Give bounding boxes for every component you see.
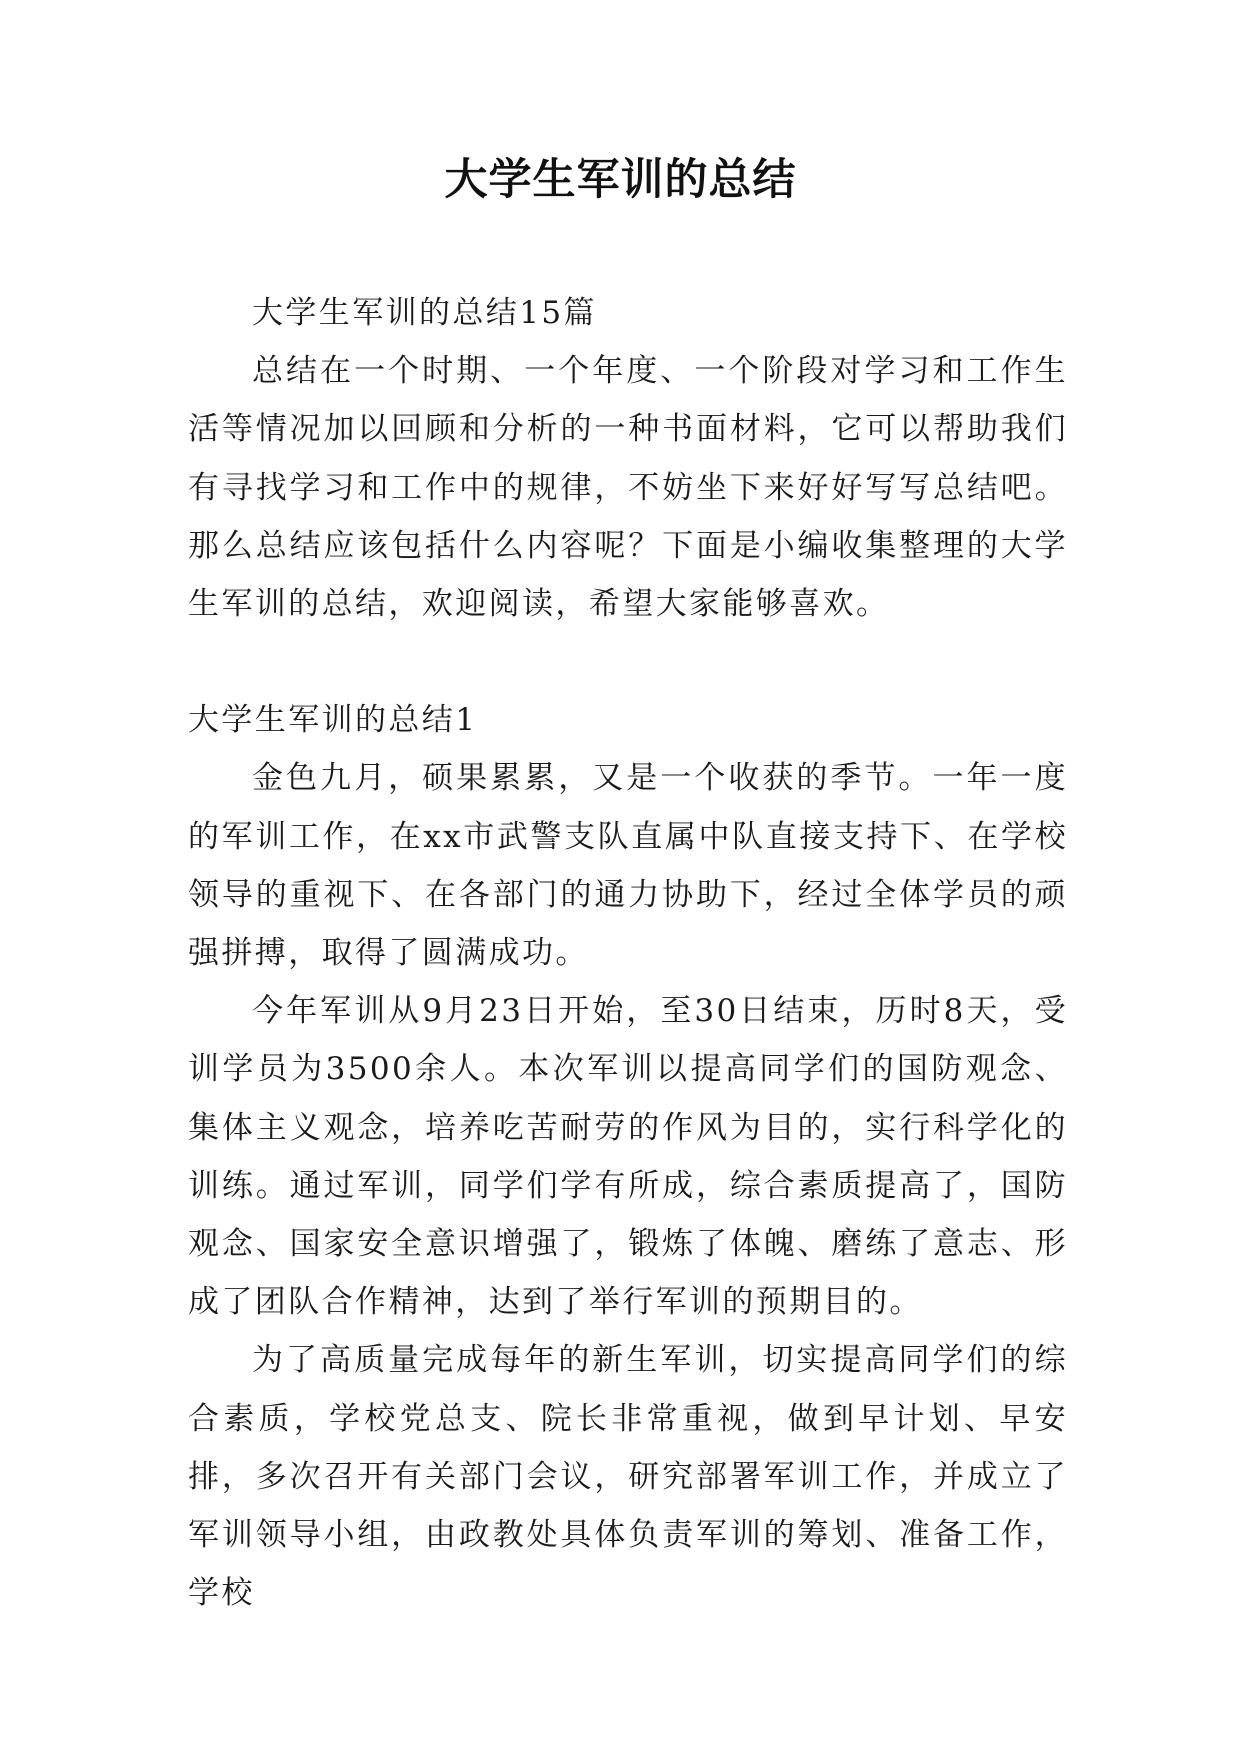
document-title: 大学生军训的总结 [444,155,797,205]
body-paragraph: 金色九月，硕果累累，又是一个收获的季节。一年一度的军训工作，在xx市武警支队直属中队直接支持下、在学校领导的重视下、在各部门的通力协助下，经过全体学员的顽强拼搏，取得了圆满成功。 [188,760,1068,972]
section-heading: 大学生军训的总结1 [188,702,478,739]
document-subtitle: 大学生军训的总结15篇 [252,295,597,331]
body-paragraph: 为了高质量完成每年的新生军训，切实提高同学们的综合素质，学校党总支、院长非常重视，做到早计划、早安排，多次召开有关部门会议，研究部署军训工作，并成立了军训领导小组，由政教处具体负责军训的筹划、准备工作，学校 [188,1342,1068,1612]
intro-paragraph: 总结在一个时期、一个年度、一个阶段对学习和工作生活等情况加以回顾和分析的一种书面材料，它可以帮助我们有寻找学习和工作中的规律，不妨坐下来好好写写总结吧。那么总结应该包括什么内容呢？下面是小编收集整理的大学生军训的总结，欢迎阅读，希望大家能够喜欢。 [188,353,1068,623]
document-body [188,284,1068,1622]
body-paragraph: 今年军训从9月23日开始，至30日结束，历时8天，受训学员为3500余人。本次军训以提高同学们的国防观念、集体主义观念，培养吃苦耐劳的作风为目的，实行科学化的训练。通过军训，同学们学有所成，综合素质提高了，国防观念、国家安全意识增强了，锻炼了体魄、磨练了意志、形成了团队合作精神，达到了举行军训的预期目的。 [188,993,1068,1321]
